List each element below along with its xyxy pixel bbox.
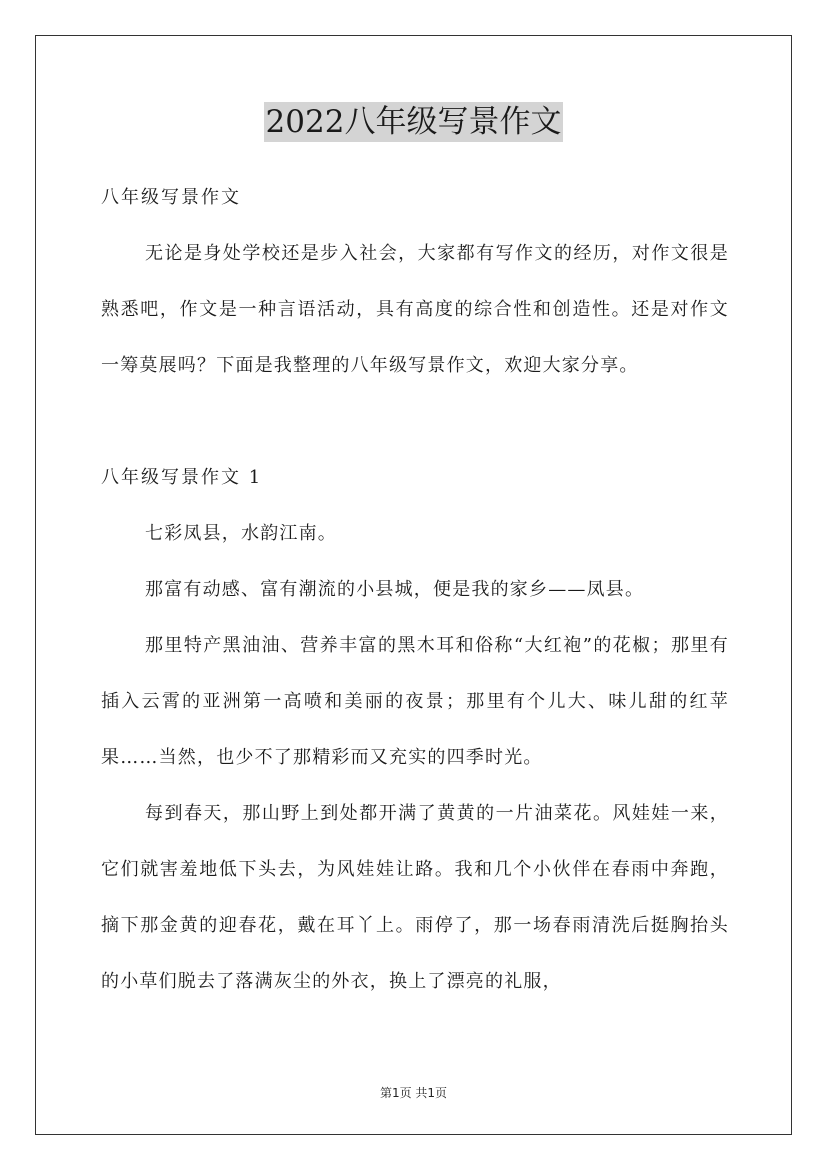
- section-heading: 八年级写景作文: [101, 187, 241, 208]
- essay1-paragraph: 那富有动感、富有潮流的小县城，便是我的家乡——凤县。: [145, 579, 645, 600]
- intro-paragraph: 无论是身处学校还是步入社会，大家都有写作文的经历，对作文很是熟悉吧，作文是一种言语活动，具有高度的综合性和创造性。还是对作文一筹莫展吗？下面是我整理的八年级写景作文，欢迎大家分享。: [101, 243, 729, 376]
- document-body: [101, 170, 729, 1010]
- essay1-paragraph: 每到春天，那山野上到处都开满了黄黄的一片油菜花。风娃娃一来，它们就害羞地低下头去，为风娃娃让路。我和几个小伙伴在春雨中奔跑，摘下那金黄的迎春花，戴在耳丫上。雨停了，那一场春雨清洗后挺胸抬头的小草们脱去了落满灰尘的外衣，换上了漂亮的礼服，: [101, 803, 729, 992]
- essay1-paragraph: 那里特产黑油油、营养丰富的黑木耳和俗称“大红袍”的花椒；那里有插入云霄的亚洲第一高喷和美丽的夜景；那里有个儿大、味儿甜的红苹果……当然，也少不了那精彩而又充实的四季时光。: [101, 635, 729, 768]
- essay1-paragraph: 七彩凤县，水韵江南。: [145, 523, 337, 544]
- title-container: [0, 102, 827, 142]
- document-title: 2022八年级写景作文: [265, 104, 562, 140]
- spacer: [101, 394, 729, 450]
- essay1-heading: 八年级写景作文 1: [101, 467, 263, 488]
- page-footer: 第1页 共1页: [379, 1086, 448, 1100]
